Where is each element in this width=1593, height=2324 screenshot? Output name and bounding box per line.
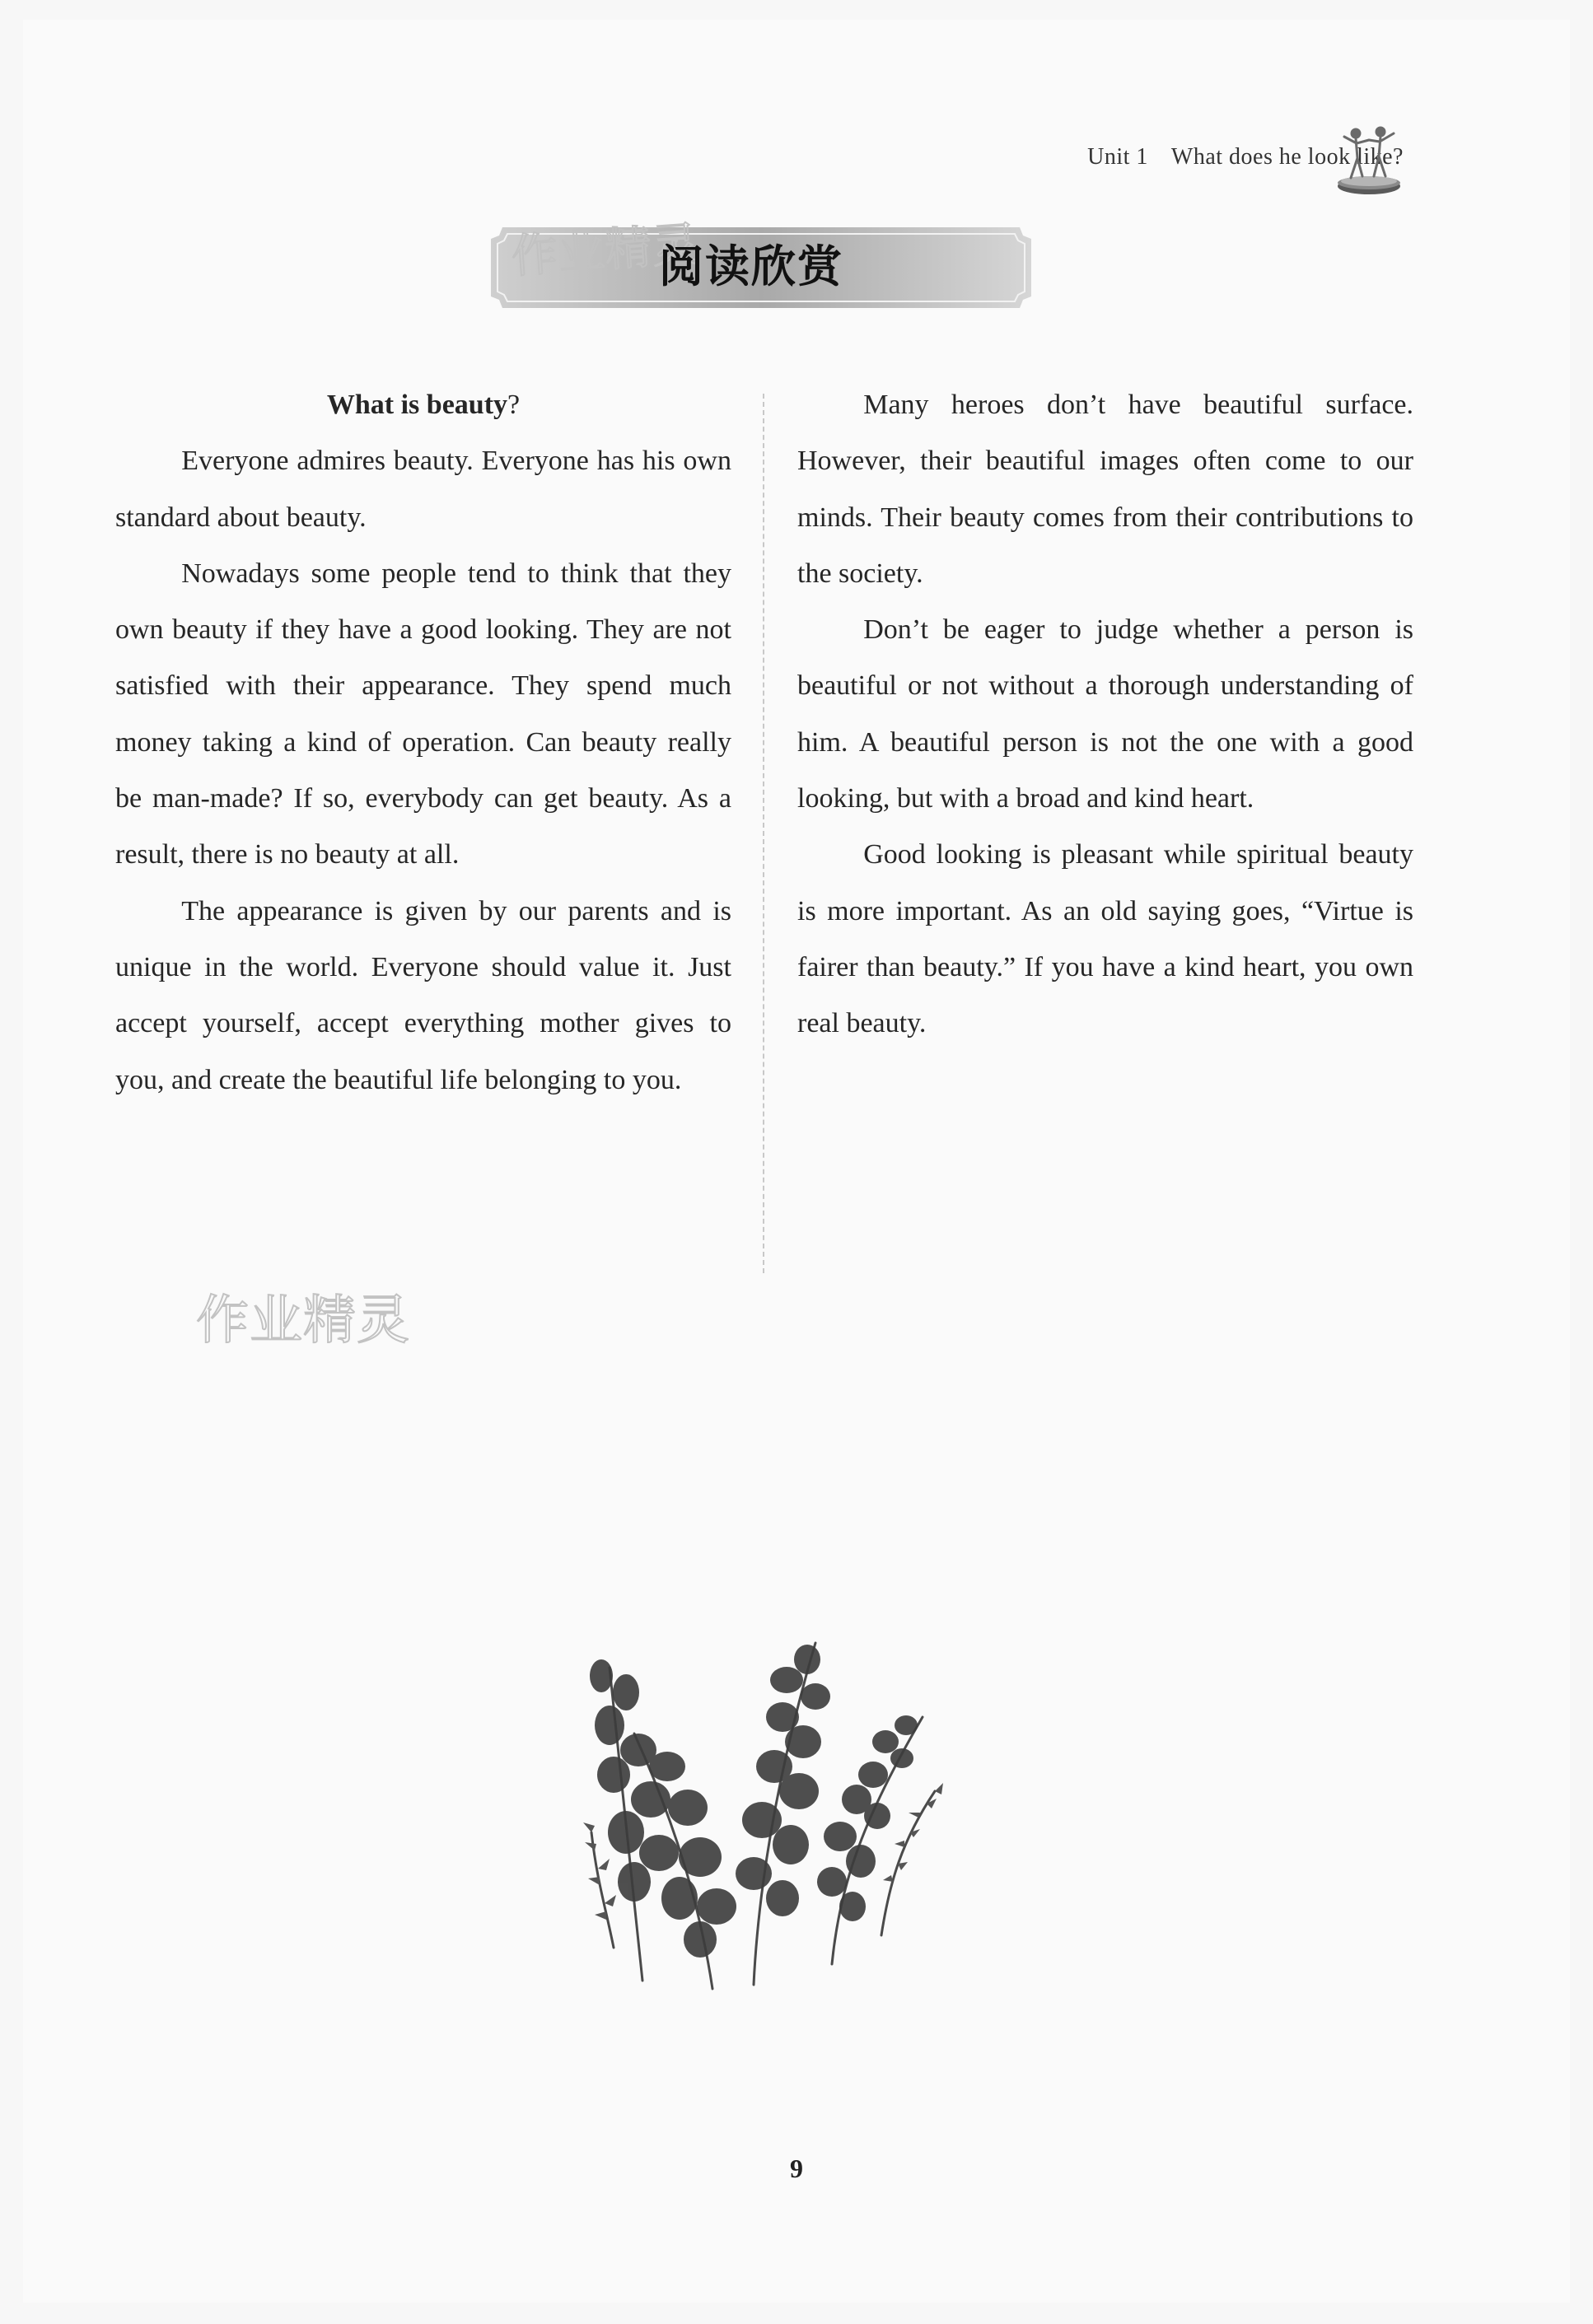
page-number: 9: [790, 2154, 803, 2183]
article-title-mark: ?: [507, 390, 521, 420]
section-title: 阅读欣赏: [659, 240, 843, 292]
paragraph: Don’t be eager to judge whether a person is beautiful or not without a thorough understanding of him. A beautiful person is not the one with a good looking, but with a broad and kind heart.: [797, 614, 1413, 814]
header-title: What does he look like?: [1170, 144, 1404, 170]
article-right-column: [797, 377, 1413, 1052]
paragraph: The appearance is given by our parents and is unique in the world. Everyone should value it. Just accept yourself, accept everything mother gives to you, and create the beautiful life belonging to you.: [115, 895, 731, 1095]
paragraph: Many heroes don’t have beautiful surface. However, their beautiful images often come to our minds. Their beauty comes from their contributions to the society.: [797, 390, 1413, 589]
paragraph: Everyone admires beauty. Everyone has his own standard about beauty.: [115, 446, 731, 533]
column-divider: [763, 394, 764, 1273]
paragraph: Good looking is pleasant while spiritual beauty is more important. As an old saying goes, “Virtue is fairer than beauty.” If you have a kind heart, you own real beauty.: [797, 839, 1413, 1039]
dancing-figures-icon: [1333, 122, 1405, 198]
paragraph: Nowadays some people tend to think that they own beauty if they have a good looking. They are not satisfied with their appearance. They spend much money taking a kind of operation. Can beauty really be man-made? If so, everybody can get beauty. As a result, there is no beauty at all.: [115, 558, 731, 870]
watermark-top: 作业精灵: [509, 217, 701, 284]
article-left-column: [115, 377, 731, 1108]
header-unit: Unit 1: [1087, 144, 1148, 170]
eucalyptus-plant-illustration: [577, 1635, 964, 2001]
article-title: [115, 377, 731, 433]
watermark-bottom: 作业精灵: [196, 1290, 410, 1351]
article-title-text: What is beauty: [326, 390, 508, 420]
